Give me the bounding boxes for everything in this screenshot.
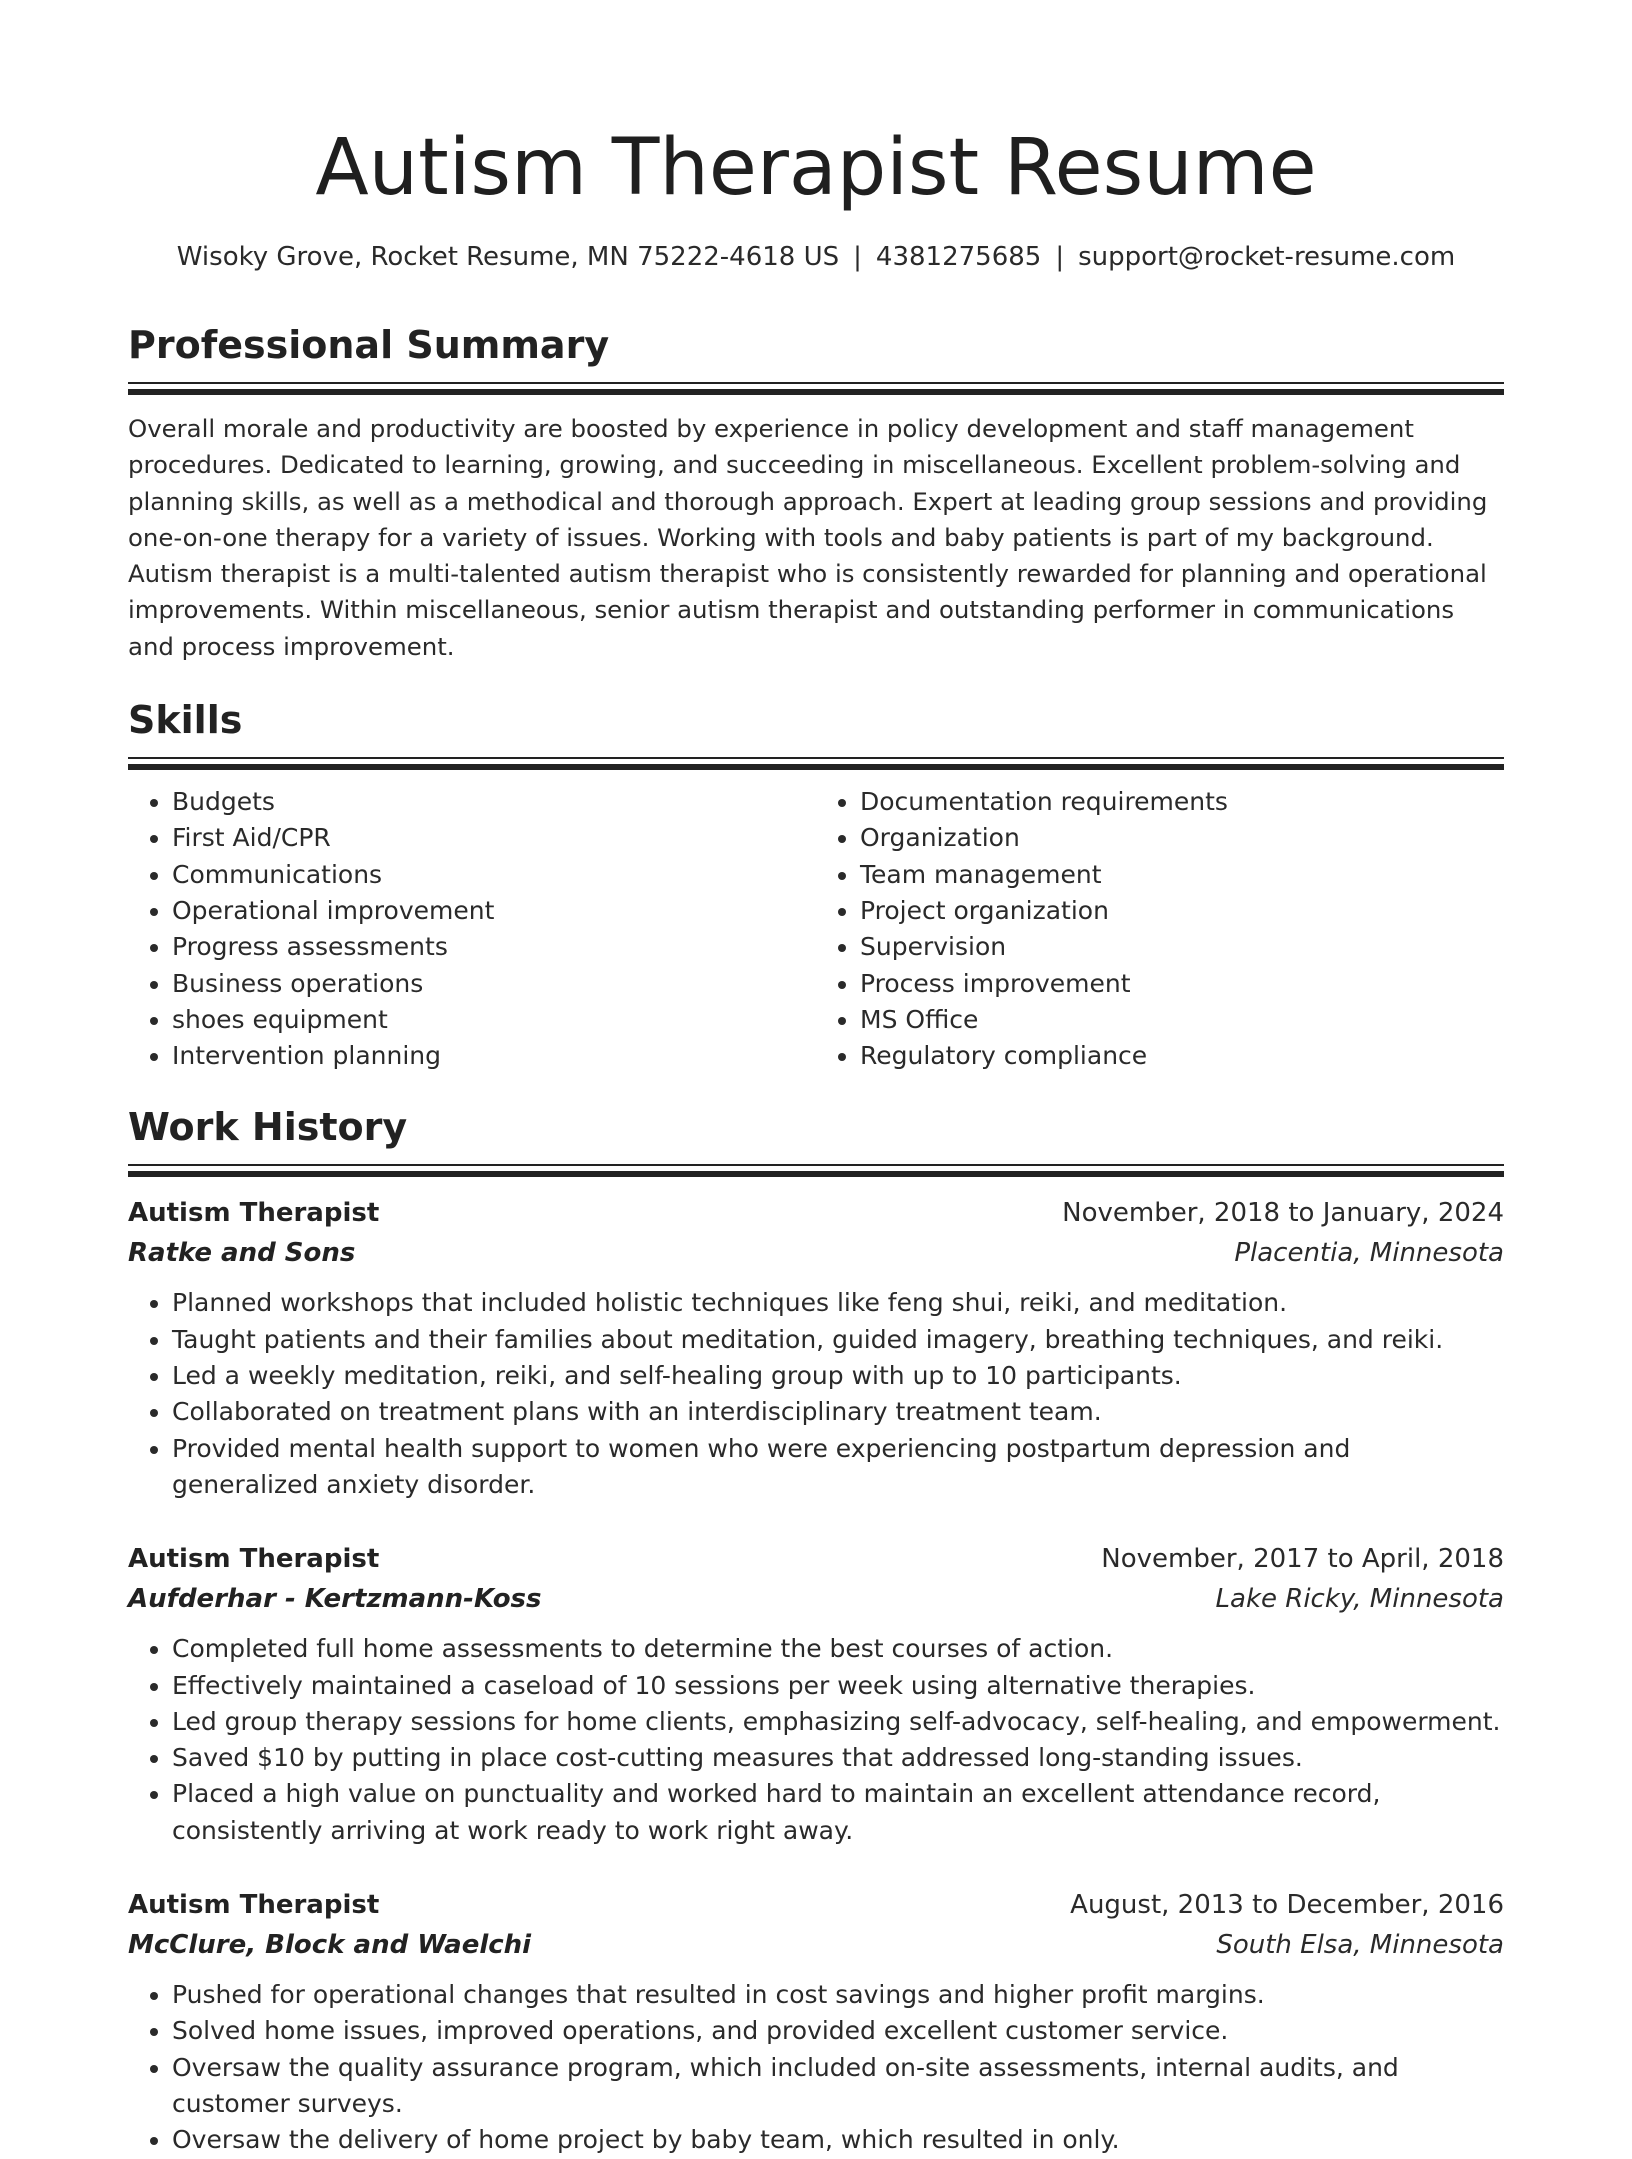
job-company: Aufderhar - Kertzmann-Koss [128,1584,542,1615]
contact-separator: | [1055,242,1065,272]
skill-item: • Supervision [860,929,1504,965]
skill-item: • Process improvement [860,966,1504,1002]
skill-item: • Regulatory compliance [860,1038,1504,1074]
job-location: South Elsa, Minnesota [1216,1930,1504,1961]
job-entry [128,1541,1504,1849]
work-history-section [128,1102,1504,2158]
job-bullet: • Led a weekly meditation, reiki, and self-healing group with up to 10 participants. [172,1358,1504,1394]
job-title: Autism Therapist [128,1198,380,1229]
contact-separator: | [853,242,862,272]
job-entry [128,1887,1504,2158]
section-divider-thick [128,1171,1504,1177]
job-bullet: • Solved home issues, improved operations, and provided excellent customer service. [172,2013,1504,2049]
job-bullet: • Provided mental health support to women who were experiencing postpartum depression and generalized anxiety disorder. [172,1431,1504,1504]
skill-item: • Project organization [860,893,1504,929]
skills-heading: Skills [128,698,243,743]
job-header [128,1541,1504,1577]
contact-line [128,240,1504,274]
skills-grid [128,784,1504,1074]
job-title: Autism Therapist [128,1544,380,1575]
summary-section [128,320,1504,665]
job-subheader [128,1927,1504,1963]
skill-item: • Organization [860,820,1504,856]
skill-item: • Team management [860,857,1504,893]
contact-phone: 4381275685 [875,242,1042,272]
contact-address: Wisoky Grove, Rocket Resume, MN 75222-4618 US [176,242,840,272]
job-bullet: • Effectively maintained a caseload of 10 sessions per week using alternative therapies. [172,1668,1504,1704]
job-location: Lake Ricky, Minnesota [1215,1584,1504,1615]
skill-item: • First Aid/CPR [172,820,816,856]
job-bullet: • Led group therapy sessions for home clients, emphasizing self-advocacy, self-healing, and empowerment. [172,1704,1504,1740]
section-divider [128,1164,1504,1166]
job-header [128,1195,1504,1231]
job-header [128,1887,1504,1923]
job-bullet: • Oversaw the delivery of home project by baby team, which resulted in only. [172,2122,1504,2158]
contact-email: support@rocket-resume.com [1078,242,1456,272]
section-divider-thick [128,764,1504,770]
skill-item: • Communications [172,857,816,893]
skills-left-column [128,784,816,1074]
section-divider [128,382,1504,384]
job-entry [128,1195,1504,1503]
skill-item: • MS Office [860,1002,1504,1038]
job-bullet: • Oversaw the quality assurance program, which included on-site assessments, internal audits, and customer surveys. [172,2050,1504,2123]
skill-item: • Operational improvement [172,893,816,929]
skills-right-column [816,784,1504,1074]
job-subheader [128,1235,1504,1271]
skill-item: • Progress assessments [172,929,816,965]
work-history-heading: Work History [128,1105,408,1150]
section-divider [128,757,1504,759]
job-bullet: • Pushed for operational changes that resulted in cost savings and higher profit margins. [172,1977,1504,2013]
section-divider-thick [128,389,1504,395]
summary-text: Overall morale and productivity are boosted by experience in policy development and staff management procedures. Dedicated to learning, growing, and succeeding in miscellaneous. Excellent problem-solving and planning skills, as well as a methodical and thorough approach. Expert at leading group sessions and providing one-on-one therapy for a variety of issues. Working with tools and baby patients is part of my background. Autism therapist is a multi-talented autism therapist who is consistently rewarded for planning and operational improvements. Within miscellaneous, senior autism therapist and outstanding performer in communications and process improvement. [128,414,1488,661]
skill-item: • shoes equipment [172,1002,816,1038]
job-company: Ratke and Sons [128,1238,356,1269]
job-bullet: • Taught patients and their families about meditation, guided imagery, breathing techniques, and reiki. [172,1322,1504,1358]
job-location: Placentia, Minnesota [1234,1238,1504,1269]
skill-item: • Budgets [172,784,816,820]
job-dates: November, 2018 to January, 2024 [1062,1198,1504,1229]
skill-item: • Business operations [172,966,816,1002]
job-bullet: • Saved $10 by putting in place cost-cutting measures that addressed long-standing issues. [172,1740,1504,1776]
job-dates: August, 2013 to December, 2016 [1070,1890,1504,1921]
job-bullet: • Planned workshops that included holistic techniques like feng shui, reiki, and meditation. [172,1285,1504,1321]
skills-section [128,695,1504,1074]
job-bullets [128,1977,1504,2158]
job-bullet: • Collaborated on treatment plans with an interdisciplinary treatment team. [172,1394,1504,1430]
resume-title: Autism Therapist Resume [315,123,1317,213]
job-company: McClure, Block and Waelchi [128,1930,532,1961]
job-bullets [128,1631,1504,1849]
summary-heading: Professional Summary [128,323,610,367]
job-bullet: • Completed full home assessments to determine the best courses of action. [172,1631,1504,1667]
skill-item: • Intervention planning [172,1038,816,1074]
job-bullet: • Placed a high value on punctuality and worked hard to maintain an excellent attendance record, consistently arriving at work ready to work right away. [172,1776,1504,1849]
job-subheader [128,1581,1504,1617]
job-dates: November, 2017 to April, 2018 [1101,1544,1504,1575]
skill-item: • Documentation requirements [860,784,1504,820]
job-bullets [128,1285,1504,1503]
job-title: Autism Therapist [128,1890,380,1921]
